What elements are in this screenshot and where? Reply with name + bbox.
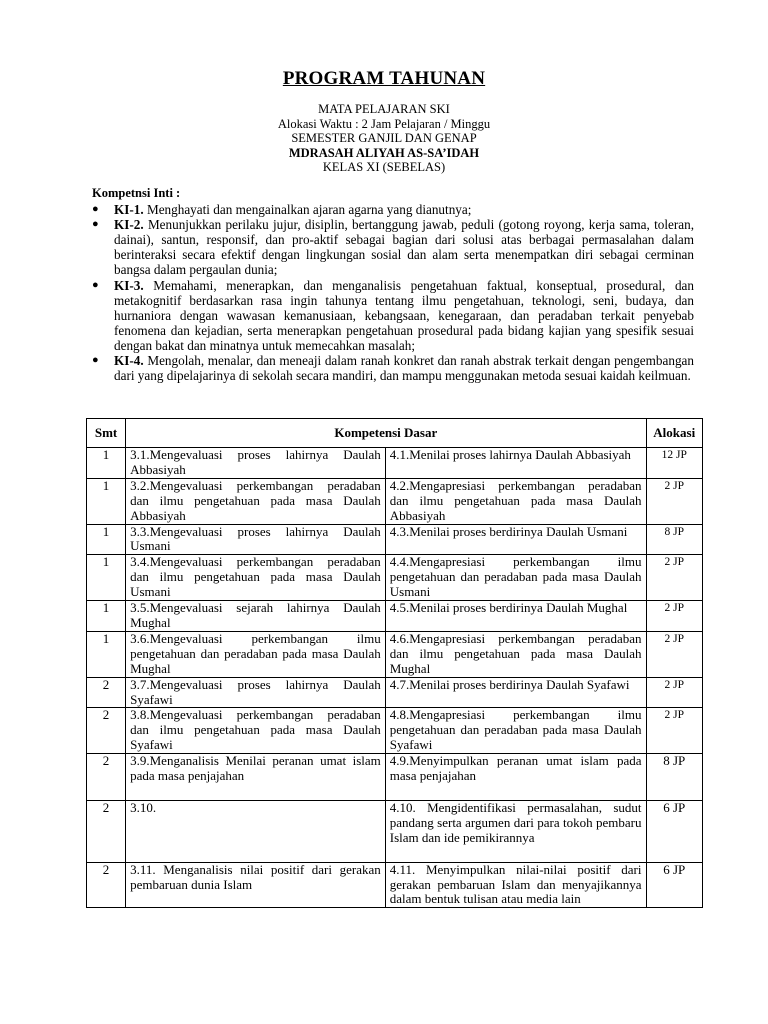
ki-text: Menghayati dan mengainalkan ajaran agarna yang dianutnya;: [143, 202, 472, 218]
kd4-cell: [385, 800, 646, 862]
ki-code: KI-4.: [114, 353, 144, 369]
kd3-cell: 3.5.Mengevaluasi sejarah lahirnya Daulah Mughal: [126, 601, 386, 632]
smt-cell: 2: [87, 862, 126, 908]
ki-item: [92, 353, 694, 383]
alokasi-cell: 2 JP: [646, 478, 703, 524]
ki-code: KI-3.: [114, 277, 144, 293]
smt-cell: 1: [87, 448, 126, 479]
ki-item: [92, 278, 694, 353]
kd3-cell: 3.8.Mengevaluasi perkembangan peradaban dan ilmu pengetahuan pada masa Daulah Syafawi: [126, 708, 386, 754]
alokasi-cell: 2 JP: [646, 708, 703, 754]
table-row: [87, 601, 703, 632]
table-row: [87, 862, 703, 908]
header-alokasi: Alokasi: [646, 419, 703, 448]
kd4-cell: 4.4.Mengapresiasi perkembangan ilmu pengetahuan dan peradaban pada masa Daulah Usmani: [385, 555, 646, 601]
kd3-cell: 3.10.: [126, 800, 386, 862]
kd4-text: 4.10. Mengidentifikasi permasalahan, sudut pandang serta argumen dari para tokoh pembaru Islam dan ide pemikirannya: [389, 799, 642, 845]
alokasi-cell: 12 JP: [646, 448, 703, 479]
kd3-cell: 3.9.Menganalisis Menilai peranan umat islam pada masa penjajahan: [126, 754, 386, 801]
semester-line: SEMESTER GANJIL DAN GENAP: [291, 131, 477, 146]
table-row: [87, 478, 703, 524]
table-row: [87, 448, 703, 479]
kd3-cell: 3.3.Mengevaluasi proses lahirnya Daulah Usmani: [126, 524, 386, 555]
kd4-cell: 4.5.Menilai proses berdirinya Daulah Mughal: [385, 601, 646, 632]
table-row: [87, 524, 703, 555]
school-name-line: MDRASAH ALIYAH AS-SA’IDAH: [288, 145, 480, 160]
smt-cell: 2: [87, 754, 126, 801]
ki-text: Menunjukkan perilaku jujur, disiplin, bertanggung jawab, peduli (gotong royong, kerja sama, toleran, dainai), santun, responsif, dan pro-aktif sebagai bagian dari solusi atas berbagai permasalahan dalam berinteraksi secara efektif dengan lingkungan sosial dan alam serta menempatkan diri sebagai cerminan bangsa dalam pergaulan dunia;: [114, 217, 694, 278]
ki-code: KI-2.: [114, 217, 144, 233]
kd3-cell: 3.11. Menganalisis nilai positif dari gerakan pembaruan dunia Islam: [126, 862, 386, 908]
alokasi-cell: 2 JP: [646, 677, 703, 708]
kd3-cell: 3.7.Mengevaluasi proses lahirnya Daulah Syafawi: [126, 677, 386, 708]
table-header-row: [87, 419, 703, 448]
basic-competency-table: [86, 418, 703, 908]
alokasi-cell: 2 JP: [646, 631, 703, 677]
kd3-cell: 3.1.Mengevaluasi proses lahirnya Daulah Abbasiyah: [126, 448, 386, 479]
smt-cell: 1: [87, 555, 126, 601]
kd4-cell: 4.6.Mengapresiasi perkembangan peradaban dan ilmu pengetahuan pada masa Daulah Mughal: [385, 631, 646, 677]
kd4-cell: 4.1.Menilai proses lahirnya Daulah Abbasiyah: [385, 448, 646, 479]
bullet-icon: ●: [92, 354, 99, 367]
core-competencies-title: Kompetnsi Inti :: [92, 186, 181, 200]
kd4-cell: [385, 754, 646, 801]
smt-cell: 2: [87, 708, 126, 754]
table-row: [87, 754, 703, 801]
bullet-icon: ●: [92, 278, 99, 291]
table-row: [87, 677, 703, 708]
alokasi-cell: 2 JP: [646, 555, 703, 601]
table-row: [87, 631, 703, 677]
kd4-cell: 4.3.Menilai proses berdirinya Daulah Usmani: [385, 524, 646, 555]
subject-line: MATA PELAJARAN SKI: [318, 102, 450, 116]
smt-cell: 1: [87, 524, 126, 555]
alokasi-cell: 6 JP: [646, 800, 703, 862]
table-row: [87, 800, 703, 862]
ki-item: [92, 217, 694, 277]
page-title: PROGRAM TAHUNAN: [282, 68, 486, 89]
bullet-icon: ●: [92, 218, 99, 231]
smt-cell: 1: [87, 478, 126, 524]
kd4-text: 4.9.Menyimpulkan peranan umat islam pada masa penjajahan: [389, 753, 642, 784]
header-kompetensi-dasar: Kompetensi Dasar: [126, 419, 646, 448]
kd4-cell: 4.7.Menilai proses berdirinya Daulah Syafawi: [385, 677, 646, 708]
bullet-icon: ●: [92, 203, 99, 216]
kd4-cell: 4.8.Mengapresiasi perkembangan ilmu pengetahuan dan peradaban pada masa Daulah Syafawi: [385, 708, 646, 754]
time-allocation-line: Alokasi Waktu : 2 Jam Pelajaran / Minggu: [277, 116, 491, 131]
class-line: KELAS XI (SEBELAS): [322, 160, 446, 175]
smt-cell: 2: [87, 677, 126, 708]
table-row: [87, 555, 703, 601]
smt-cell: 1: [87, 601, 126, 632]
alokasi-cell: 6 JP: [646, 862, 703, 908]
ki-text: Memahami, menerapkan, dan menganalisis pengetahuan faktual, konseptual, prosedural, dan metakognitif berdasarkan rasa ingin tahunya tentang ilmu pengetahuan, teknologi, seni, budaya, dan hurnaniora dengan wawasan kemanusiaan, kebangsaan, kenegaraan, dan peradaban terkait penyebab fenomena dan kejadian, serta menerapkan pengetahuan prosedural pada bidang kajian yang spesifik sesuai dengan bakat dan minatnya untuk memecahkan masalah;: [114, 277, 694, 353]
document-subheader: [0, 102, 768, 175]
alokasi-cell: 8 JP: [646, 754, 703, 801]
ki-item: [92, 202, 694, 217]
ki-code: KI-1.: [114, 202, 144, 218]
smt-cell: 2: [87, 800, 126, 862]
ki-text: Mengolah, menalar, dan meneaji dalam ranah konkret dan ranah abstrak terkait dengan pengembangan dari yang dipelajarinya di sekolah secara mandiri, dan mampu menggunakan metoda sesuai kaidah keilmuan.: [114, 353, 694, 384]
kd3-cell: 3.2.Mengevaluasi perkembangan peradaban dan ilmu pengetahuan pada masa Daulah Abbasiyah: [126, 478, 386, 524]
kd3-cell: 3.4.Mengevaluasi perkembangan peradaban dan ilmu pengetahuan pada masa Daulah Usmani: [126, 555, 386, 601]
kd3-cell: 3.6.Mengevaluasi perkembangan ilmu pengetahuan dan peradaban pada masa Daulah Mughal: [126, 631, 386, 677]
table-row: [87, 708, 703, 754]
core-competencies-section: [92, 186, 694, 383]
alokasi-cell: 8 JP: [646, 524, 703, 555]
alokasi-cell: 2 JP: [646, 601, 703, 632]
header-smt: Smt: [87, 419, 126, 448]
smt-cell: 1: [87, 631, 126, 677]
kd4-cell: 4.11. Menyimpulkan nilai-nilai positif dari gerakan pembaruan Islam dan menyajikannya dalam bentuk tulisan atau media lain: [385, 862, 646, 908]
kd4-cell: 4.2.Mengapresiasi perkembangan peradaban dan ilmu pengetahuan pada masa Daulah Abbasiyah: [385, 478, 646, 524]
